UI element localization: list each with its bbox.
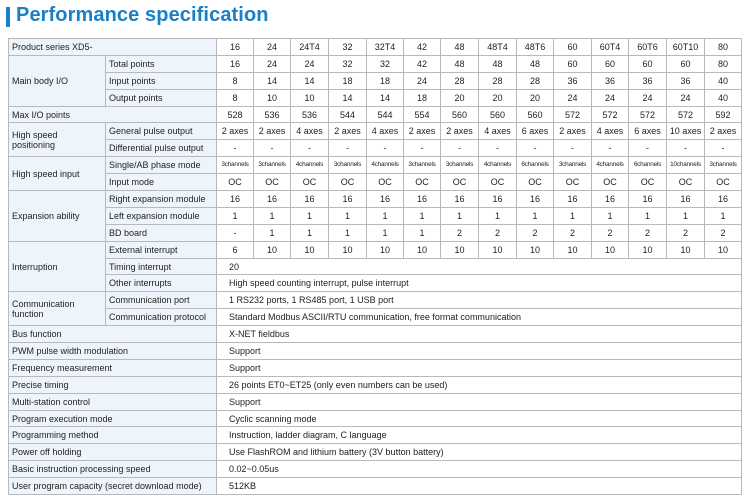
value-cell: 560 <box>517 106 554 123</box>
group-label: High speed input <box>9 157 106 191</box>
value-cell: 10 <box>517 241 554 258</box>
sub-label: BD board <box>106 224 217 241</box>
value-cell: 1 <box>254 224 291 241</box>
spec-value: Support <box>217 343 742 360</box>
value-cell: - <box>404 140 441 157</box>
span-value: Standard Modbus ASCII/RTU communication, free format communication <box>217 309 742 326</box>
value-cell: 36 <box>554 72 592 89</box>
value-cell: 536 <box>291 106 329 123</box>
value-cell: 16 <box>554 191 592 208</box>
value-cell: 10 <box>705 241 742 258</box>
value-cell: 1 <box>329 224 367 241</box>
value-cell: 10 <box>367 241 404 258</box>
table-row <box>9 207 742 224</box>
value-cell: 2 <box>705 224 742 241</box>
table-row <box>9 410 742 427</box>
value-cell: OC <box>517 174 554 191</box>
value-cell: 2 <box>629 224 667 241</box>
value-cell: 10 <box>479 241 517 258</box>
value-cell: 1 <box>404 207 441 224</box>
value-cell: 1 <box>629 207 667 224</box>
spec-table <box>8 38 742 495</box>
value-cell: 10 <box>254 89 291 106</box>
value-cell: 4 axes <box>592 123 629 140</box>
value-cell: 28 <box>479 72 517 89</box>
value-cell: 10 <box>667 241 705 258</box>
sub-label: Output points <box>106 89 217 106</box>
value-cell: OC <box>705 174 742 191</box>
value-cell: 2 axes <box>217 123 254 140</box>
header-row <box>9 39 742 56</box>
value-cell: 10 <box>329 241 367 258</box>
value-cell: 80 <box>705 55 742 72</box>
table-row <box>9 258 742 275</box>
span-value: 20 <box>217 258 742 275</box>
max-io-label: Max I/O points <box>9 106 217 123</box>
value-cell: - <box>667 140 705 157</box>
table-row <box>9 140 742 157</box>
value-cell: 32 <box>329 39 367 56</box>
value-cell: OC <box>254 174 291 191</box>
value-cell: 24 <box>667 89 705 106</box>
value-cell: 1 <box>367 224 404 241</box>
value-cell: 2 <box>667 224 705 241</box>
value-cell: OC <box>592 174 629 191</box>
value-cell: 60 <box>592 55 629 72</box>
value-cell: 10 <box>291 241 329 258</box>
value-cell: 1 <box>705 207 742 224</box>
value-cell: 16 <box>479 191 517 208</box>
value-cell: 36 <box>592 72 629 89</box>
value-cell: - <box>629 140 667 157</box>
value-cell: 36 <box>667 72 705 89</box>
value-cell: 48 <box>479 55 517 72</box>
value-cell: - <box>517 140 554 157</box>
value-cell: 2 axes <box>705 123 742 140</box>
table-row <box>9 174 742 191</box>
value-cell: 1 <box>479 207 517 224</box>
span-value: High speed counting interrupt, pulse interrupt <box>217 275 742 292</box>
value-cell: 3channels <box>554 157 592 174</box>
table-row <box>9 292 742 309</box>
value-cell: 6channels <box>629 157 667 174</box>
value-cell: 42 <box>404 55 441 72</box>
value-cell: 6 axes <box>629 123 667 140</box>
value-cell: 20 <box>517 89 554 106</box>
value-cell: OC <box>667 174 705 191</box>
value-cell: 16 <box>629 191 667 208</box>
value-cell: 16 <box>291 191 329 208</box>
value-cell: OC <box>441 174 479 191</box>
value-cell: 10 <box>554 241 592 258</box>
group-label: Communication function <box>9 292 106 326</box>
value-cell: - <box>329 140 367 157</box>
value-cell: - <box>441 140 479 157</box>
value-cell: 2 axes <box>254 123 291 140</box>
value-cell: 60 <box>667 55 705 72</box>
value-cell: 24 <box>291 55 329 72</box>
value-cell: 1 <box>291 224 329 241</box>
value-cell: 60T6 <box>629 39 667 56</box>
value-cell: 4channels <box>291 157 329 174</box>
value-cell: 1 <box>329 207 367 224</box>
value-cell: 60T4 <box>592 39 629 56</box>
value-cell: 6 axes <box>517 123 554 140</box>
table-row <box>9 444 742 461</box>
value-cell: 1 <box>592 207 629 224</box>
value-cell: 16 <box>217 39 254 56</box>
value-cell: 1 <box>254 207 291 224</box>
value-cell: 572 <box>629 106 667 123</box>
value-cell: 8 <box>217 89 254 106</box>
sub-label: Input points <box>106 72 217 89</box>
value-cell: 1 <box>367 207 404 224</box>
value-cell: 544 <box>329 106 367 123</box>
table-row <box>9 224 742 241</box>
value-cell: - <box>554 140 592 157</box>
value-cell: 16 <box>705 191 742 208</box>
sub-label: Input mode <box>106 174 217 191</box>
value-cell: 60 <box>554 39 592 56</box>
value-cell: 16 <box>667 191 705 208</box>
value-cell: 14 <box>329 89 367 106</box>
value-cell: 24 <box>404 72 441 89</box>
value-cell: - <box>254 140 291 157</box>
value-cell: OC <box>629 174 667 191</box>
value-cell: 32T4 <box>367 39 404 56</box>
sub-label: Timing interrupt <box>106 258 217 275</box>
spec-value: 26 points ET0~ET25 (only even numbers can be used) <box>217 376 742 393</box>
span-value: 1 RS232 ports, 1 RS485 port, 1 USB port <box>217 292 742 309</box>
value-cell: 32 <box>367 55 404 72</box>
value-cell: 14 <box>254 72 291 89</box>
table-row <box>9 359 742 376</box>
spec-value: Use FlashROM and lithium battery (3V button battery) <box>217 444 742 461</box>
value-cell: 592 <box>705 106 742 123</box>
table-row <box>9 55 742 72</box>
value-cell: 544 <box>367 106 404 123</box>
value-cell: 40 <box>705 72 742 89</box>
value-cell: 10channels <box>667 157 705 174</box>
table-row <box>9 191 742 208</box>
value-cell: 10 <box>592 241 629 258</box>
value-cell: OC <box>217 174 254 191</box>
value-cell: 1 <box>291 207 329 224</box>
value-cell: - <box>592 140 629 157</box>
table-row <box>9 72 742 89</box>
title-accent-bar <box>6 7 10 27</box>
group-label: Expansion ability <box>9 191 106 242</box>
value-cell: 18 <box>329 72 367 89</box>
value-cell: 16 <box>441 191 479 208</box>
sub-label: Differential pulse output <box>106 140 217 157</box>
value-cell: 4 axes <box>479 123 517 140</box>
value-cell: 36 <box>629 72 667 89</box>
table-row <box>9 326 742 343</box>
page-title: Performance specification <box>16 4 269 26</box>
value-cell: 20 <box>479 89 517 106</box>
value-cell: - <box>217 140 254 157</box>
value-cell: 28 <box>517 72 554 89</box>
value-cell: 48 <box>441 55 479 72</box>
value-cell: 2 axes <box>554 123 592 140</box>
value-cell: 528 <box>217 106 254 123</box>
value-cell: 24T4 <box>291 39 329 56</box>
table-row <box>9 157 742 174</box>
value-cell: 2 <box>441 224 479 241</box>
value-cell: 1 <box>217 207 254 224</box>
value-cell: 560 <box>479 106 517 123</box>
value-cell: 16 <box>367 191 404 208</box>
value-cell: 42 <box>404 39 441 56</box>
value-cell: 1 <box>667 207 705 224</box>
value-cell: 24 <box>554 89 592 106</box>
value-cell: 16 <box>254 191 291 208</box>
value-cell: 572 <box>667 106 705 123</box>
value-cell: 10 <box>629 241 667 258</box>
value-cell: 2 axes <box>441 123 479 140</box>
value-cell: OC <box>479 174 517 191</box>
value-cell: 10 <box>291 89 329 106</box>
value-cell: 2 <box>592 224 629 241</box>
table-row <box>9 376 742 393</box>
spec-table-body <box>9 39 742 495</box>
value-cell: 24 <box>254 55 291 72</box>
spec-value: Cyclic scanning mode <box>217 410 742 427</box>
sub-label: Other interrupts <box>106 275 217 292</box>
value-cell: 28 <box>441 72 479 89</box>
value-cell: 2 <box>554 224 592 241</box>
value-cell: 60 <box>629 55 667 72</box>
sub-label: Communication protocol <box>106 309 217 326</box>
value-cell: 16 <box>517 191 554 208</box>
value-cell: 8 <box>217 72 254 89</box>
value-cell: 6 <box>217 241 254 258</box>
value-cell: OC <box>291 174 329 191</box>
value-cell: 2 <box>517 224 554 241</box>
series-label: Product series XD5- <box>9 39 217 56</box>
spec-value: 0.02~0.05us <box>217 461 742 478</box>
table-row <box>9 106 742 123</box>
value-cell: 10 <box>441 241 479 258</box>
spec-value: Support <box>217 359 742 376</box>
spec-label: Multi-station control <box>9 393 217 410</box>
value-cell: 4 axes <box>367 123 404 140</box>
value-cell: - <box>367 140 404 157</box>
value-cell: 48T4 <box>479 39 517 56</box>
value-cell: 16 <box>404 191 441 208</box>
value-cell: 6channels <box>517 157 554 174</box>
value-cell: 40 <box>705 89 742 106</box>
value-cell: OC <box>329 174 367 191</box>
value-cell: 4channels <box>479 157 517 174</box>
spec-label: Program execution mode <box>9 410 217 427</box>
value-cell: 560 <box>441 106 479 123</box>
spec-label: Basic instruction processing speed <box>9 461 217 478</box>
spec-label: Bus function <box>9 326 217 343</box>
value-cell: 48T6 <box>517 39 554 56</box>
value-cell: 10 <box>254 241 291 258</box>
spec-label: Precise timing <box>9 376 217 393</box>
table-row <box>9 427 742 444</box>
spec-value: Instruction, ladder diagram, C language <box>217 427 742 444</box>
spec-value: X-NET fieldbus <box>217 326 742 343</box>
value-cell: 1 <box>441 207 479 224</box>
spec-label: User program capacity (secret download mode) <box>9 478 217 495</box>
table-row <box>9 241 742 258</box>
table-row <box>9 123 742 140</box>
value-cell: 20 <box>441 89 479 106</box>
sub-label: Right expansion module <box>106 191 217 208</box>
value-cell: 572 <box>592 106 629 123</box>
sub-label: Total points <box>106 55 217 72</box>
value-cell: 3channels <box>404 157 441 174</box>
value-cell: 32 <box>329 55 367 72</box>
value-cell: 10 axes <box>667 123 705 140</box>
value-cell: 16 <box>217 191 254 208</box>
sub-label: General pulse output <box>106 123 217 140</box>
value-cell: 3channels <box>705 157 742 174</box>
value-cell: 24 <box>254 39 291 56</box>
table-row <box>9 309 742 326</box>
value-cell: - <box>291 140 329 157</box>
value-cell: 1 <box>554 207 592 224</box>
sub-label: Left expansion module <box>106 207 217 224</box>
table-row <box>9 393 742 410</box>
group-label: Main body I/O <box>9 55 106 106</box>
table-row <box>9 478 742 495</box>
value-cell: 80 <box>705 39 742 56</box>
spec-label: Power off holding <box>9 444 217 461</box>
value-cell: OC <box>554 174 592 191</box>
value-cell: OC <box>367 174 404 191</box>
value-cell: 24 <box>629 89 667 106</box>
group-label: High speed positioning <box>9 123 106 157</box>
sub-label: Single/AB phase mode <box>106 157 217 174</box>
value-cell: 10 <box>404 241 441 258</box>
value-cell: 24 <box>592 89 629 106</box>
value-cell: 16 <box>592 191 629 208</box>
spec-label: PWM pulse width modulation <box>9 343 217 360</box>
value-cell: 14 <box>367 89 404 106</box>
value-cell: 1 <box>517 207 554 224</box>
sub-label: Communication port <box>106 292 217 309</box>
value-cell: 2 axes <box>329 123 367 140</box>
value-cell: 18 <box>404 89 441 106</box>
table-row <box>9 89 742 106</box>
value-cell: 536 <box>254 106 291 123</box>
value-cell: OC <box>404 174 441 191</box>
value-cell: 14 <box>291 72 329 89</box>
value-cell: 18 <box>367 72 404 89</box>
value-cell: 572 <box>554 106 592 123</box>
table-row <box>9 461 742 478</box>
sub-label: External interrupt <box>106 241 217 258</box>
value-cell: 48 <box>517 55 554 72</box>
value-cell: 3channels <box>217 157 254 174</box>
value-cell: 16 <box>329 191 367 208</box>
value-cell: 48 <box>441 39 479 56</box>
value-cell: - <box>705 140 742 157</box>
group-label: Interruption <box>9 241 106 292</box>
spec-value: 512KB <box>217 478 742 495</box>
value-cell: 4channels <box>592 157 629 174</box>
value-cell: 2 axes <box>404 123 441 140</box>
value-cell: 1 <box>404 224 441 241</box>
spec-label: Programming method <box>9 427 217 444</box>
value-cell: 554 <box>404 106 441 123</box>
value-cell: 3channels <box>254 157 291 174</box>
value-cell: 60 <box>554 55 592 72</box>
value-cell: 3channels <box>329 157 367 174</box>
value-cell: 3channels <box>441 157 479 174</box>
table-row <box>9 275 742 292</box>
spec-value: Support <box>217 393 742 410</box>
value-cell: - <box>479 140 517 157</box>
table-row <box>9 343 742 360</box>
value-cell: 2 <box>479 224 517 241</box>
title-row <box>0 0 749 34</box>
spec-label: Frequency measurement <box>9 359 217 376</box>
value-cell: 16 <box>217 55 254 72</box>
value-cell: 60T10 <box>667 39 705 56</box>
value-cell: - <box>217 224 254 241</box>
value-cell: 4 axes <box>291 123 329 140</box>
value-cell: 4channels <box>367 157 404 174</box>
